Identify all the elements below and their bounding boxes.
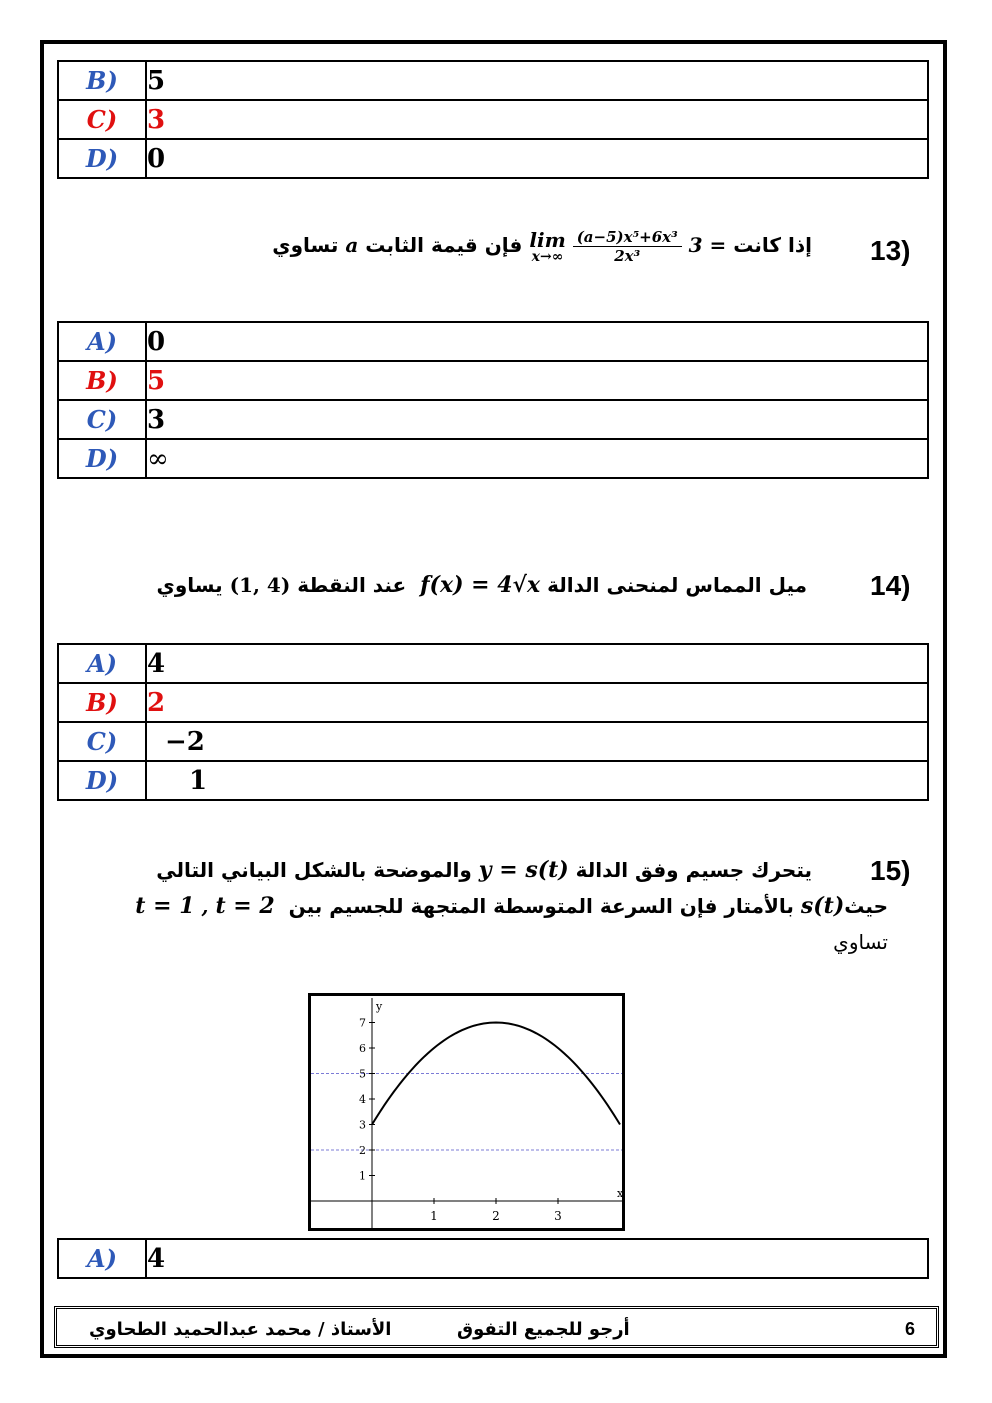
q15-line1-b: والموضحة بالشكل البياني التالي	[156, 858, 472, 882]
y-axis-label: y	[376, 1000, 383, 1013]
q13-rhs: 3 =	[688, 233, 727, 257]
footer-teacher: الأستاذ / محمد عبدالحميد الطحاوي	[89, 1319, 392, 1340]
q12-options	[57, 60, 929, 179]
x-axis-label: x	[617, 1187, 624, 1200]
y-tick-label: 7	[359, 1016, 366, 1030]
q13-text-end: تساوي	[272, 233, 339, 257]
fraction	[573, 228, 682, 265]
question-line-2	[135, 893, 888, 919]
position-graph	[308, 993, 625, 1231]
option-value: 4	[146, 644, 928, 683]
footer-wish: أرجو للجميع التفوق	[457, 1319, 630, 1340]
y-tick-label: 3	[359, 1118, 366, 1132]
option-label: C)	[58, 100, 146, 139]
page-number: 6	[905, 1319, 916, 1339]
q15-t1: t = 1	[135, 893, 195, 919]
option-value: −2	[146, 722, 928, 761]
option-row[interactable]	[58, 1239, 928, 1278]
question-line-1	[156, 857, 812, 883]
q14-text-end: يساوي	[156, 573, 223, 597]
option-value: 3	[146, 100, 928, 139]
question-line-3: تساوي	[833, 930, 888, 954]
option-value: 2	[146, 683, 928, 722]
x-tick-label: 1	[430, 1209, 438, 1223]
option-label: A)	[58, 644, 146, 683]
option-label: A)	[58, 322, 146, 361]
option-label: B)	[58, 361, 146, 400]
graph-border	[310, 995, 624, 1230]
fraction-denominator: 2x³	[614, 247, 641, 265]
option-row[interactable]	[58, 322, 928, 361]
lim-subscript: x→∞	[531, 248, 564, 265]
fraction-numerator: (a−5)x⁵+6x³	[573, 228, 682, 247]
page-footer	[54, 1306, 939, 1348]
option-value: 5	[146, 361, 928, 400]
q14-text-mid: عند النقطة	[297, 573, 407, 597]
question-text	[272, 228, 812, 265]
question-number: 15)	[870, 855, 911, 886]
option-row[interactable]	[58, 61, 928, 100]
lim-operator	[529, 227, 566, 265]
q14-point: (1, 4)	[229, 573, 291, 597]
y-tick-label: 5	[359, 1067, 366, 1081]
option-label: D)	[58, 439, 146, 478]
q15-sep: ,	[201, 894, 209, 918]
question-number: 13)	[870, 235, 911, 266]
x-tick-label: 3	[554, 1209, 562, 1223]
q15-t2: t = 2	[215, 893, 275, 919]
q15-line2-func: s(t)	[800, 893, 845, 919]
lim-text: lim	[529, 227, 566, 252]
option-row[interactable]	[58, 722, 928, 761]
option-label: B)	[58, 61, 146, 100]
question-number: 14)	[870, 570, 911, 601]
option-label: A)	[58, 1239, 146, 1278]
question-text	[157, 572, 808, 598]
x-tick-label: 2	[492, 1209, 500, 1223]
option-value: 3	[146, 400, 928, 439]
q13-limit	[529, 228, 681, 265]
q15-line1-a: يتحرك جسيم وفق الدالة	[575, 858, 812, 882]
option-label: B)	[58, 683, 146, 722]
q15-line2-a: حيث	[844, 894, 888, 918]
option-value: 0	[146, 139, 928, 178]
option-row[interactable]	[58, 761, 928, 800]
option-row[interactable]	[58, 361, 928, 400]
q13-text-start: إذا كانت	[733, 233, 812, 257]
y-tick-label: 6	[359, 1042, 366, 1055]
option-row[interactable]	[58, 100, 928, 139]
option-value: 1	[146, 761, 928, 800]
option-row[interactable]	[58, 400, 928, 439]
option-row[interactable]	[58, 644, 928, 683]
q13-text-mid: فإن قيمة الثابت	[365, 233, 523, 257]
option-label: C)	[58, 400, 146, 439]
q14-options	[57, 643, 929, 801]
option-value: 4	[146, 1239, 928, 1278]
option-label: D)	[58, 139, 146, 178]
option-row[interactable]	[58, 439, 928, 478]
y-tick-label: 2	[359, 1144, 366, 1157]
y-tick-label: 4	[359, 1093, 366, 1106]
q15-options	[57, 1238, 929, 1279]
q13-const: a	[345, 233, 359, 257]
option-row[interactable]	[58, 139, 928, 178]
option-row[interactable]	[58, 683, 928, 722]
q13-options	[57, 321, 929, 479]
q14-function: f(x) = 4√x	[420, 572, 541, 598]
q15-line2-b: بالأمتار فإن السرعة المتوسطة المتجهة للجسيم بين	[288, 894, 794, 918]
option-value: 5	[146, 61, 928, 100]
y-tick-label: 1	[359, 1169, 366, 1183]
option-value: 0	[146, 322, 928, 361]
q14-text-start: ميل المماس لمنحنى الدالة	[547, 573, 807, 597]
option-label: D)	[58, 761, 146, 800]
q15-line1-func: y = s(t)	[478, 857, 569, 883]
option-value: ∞	[146, 439, 928, 478]
option-label: C)	[58, 722, 146, 761]
